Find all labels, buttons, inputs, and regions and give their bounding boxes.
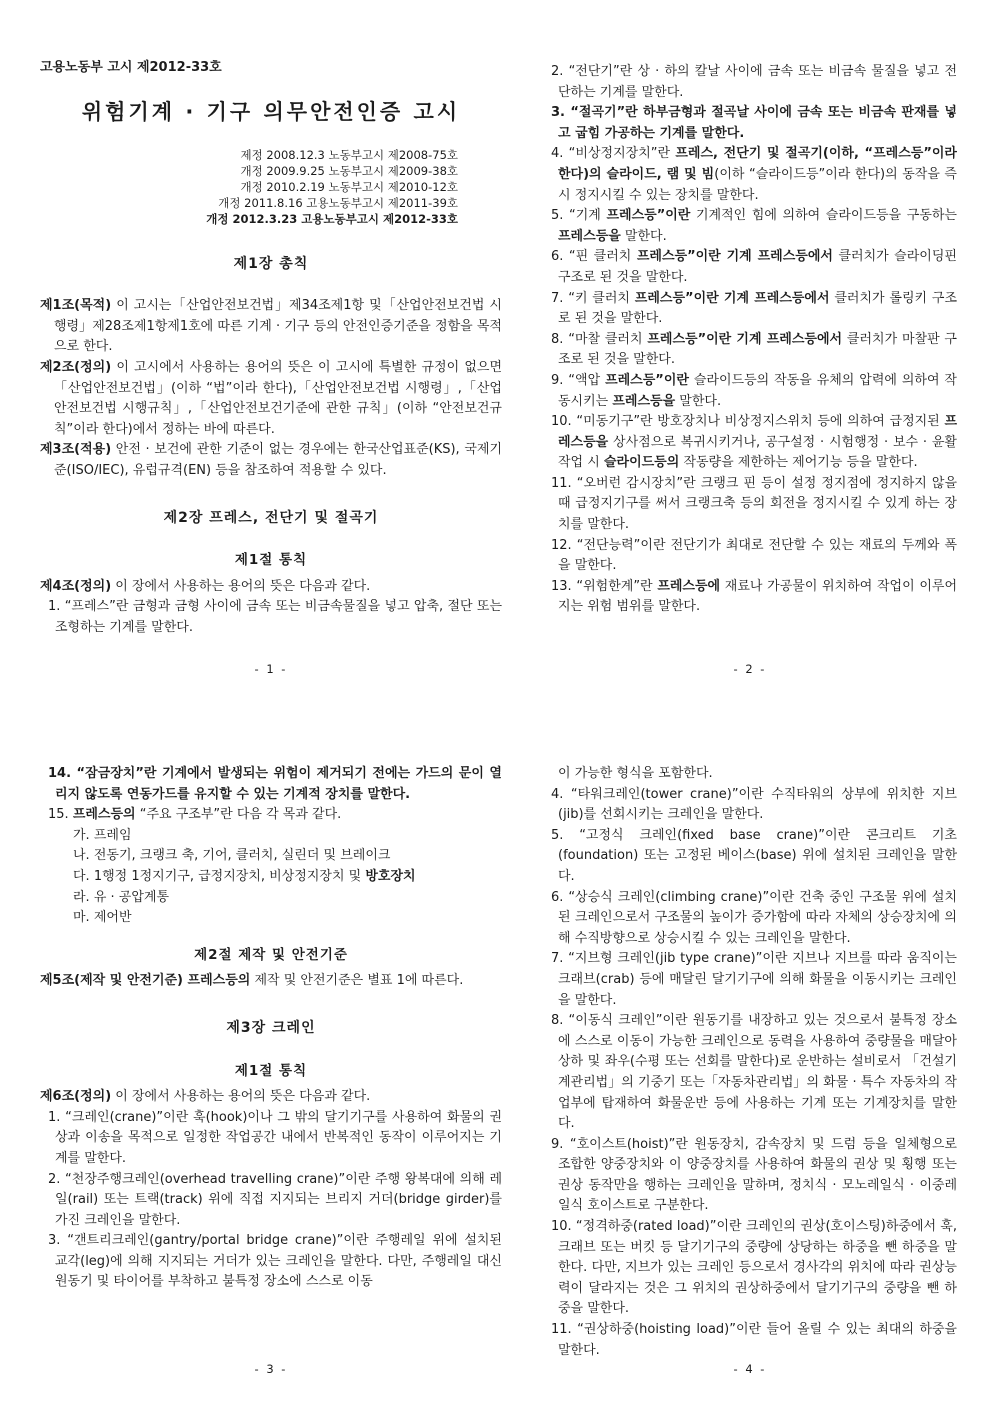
numbered-item: 5. “기계 프레스등”이란 기계적인 힘에 의하여 슬라이드등을 구동하는 프레스등을 말한다. [551,208,957,244]
page-3 [40,764,502,1380]
numbered-item: 4. “비상정지장치”란 프레스, 전단기 및 절곡기(이하, “프레스등”이라 한다)의 슬라이드, 램 및 빔(이하 “슬라이드등”이라 한다)의 동작을 즉시 정지시킬 수 있는 장치를 말한다. [551,146,957,203]
doc-number: 고용노동부 고시 제2012-33호 [40,60,222,75]
revision-line: 개정 2010.2.19 노동부고시 제2010-12호 [240,180,458,194]
numbered-item: 7. “지브형 크레인(jib type crane)”이란 지브나 지브를 따라 움직이는 크래브(crab) 등에 매달린 달기기구에 의해 화물을 이동시키는 크레인을 말한다. [551,951,957,1008]
page-4 [543,764,957,1380]
article-paragraph: 제6조(정의) 이 장에서 사용하는 용어의 뜻은 다음과 같다. [40,1089,371,1105]
numbered-item: 8. “이동식 크레인”이란 원동기를 내장하고 있는 것으로서 불특정 장소에 스스로 이동이 가능한 크레인으로 동력을 사용하여 중량물을 매달아 상하 및 좌우(수평 또는 선회를 말한다)로 운반하는 설비로서 「건설기계관리법」의 기중기 또는「자동차관리법」의 화물 · 특수 자동차의 작업부에 탑재하여 화물운반 등에 사용하는 기계 또는 기계장치를 말한다. [551,1013,957,1132]
numbered-item: 6. “핀 클러치 프레스등”이란 기계 프레스등에서 클러치가 슬라이딩핀 구조로 된 것을 말한다. [551,249,957,285]
article-paragraph: 제3조(적용) 안전 · 보건에 관한 기준이 없는 경우에는 한국산업표준(KS), 국제기준(ISO/IEC), 유럽규격(EN) 등을 참조하여 적용할 수 있다. [40,442,502,478]
numbered-item: 11. “권상하중(hoisting load)”이란 들어 올릴 수 있는 최대의 하중을 말한다. [551,1322,957,1358]
numbered-item: 15. 프레스등의 “주요 구조부”란 다음 각 목과 같다. [48,807,342,823]
page-number: - 3 - [254,1362,288,1377]
numbered-item: 2. “전단기”란 상 · 하의 칼날 사이에 금속 또는 비금속 물질을 넣고 전단하는 기계를 말한다. [551,64,957,100]
continuation-paragraph: 이 가능한 형식을 포함한다. [558,766,713,781]
numbered-item: 1. “크레인(crane)”이란 훅(hook)이나 그 밖의 달기기구를 사용하여 화물의 권상과 이송을 목적으로 일정한 작업공간 내에서 반복적인 동작이 이루어지는 기계를 말한다. [48,1109,502,1166]
doc-title: 위험기계 · 기구 의무안전인증 고시 [81,99,461,124]
sub-item: 마. 제어반 [73,910,132,926]
numbered-item: 12. “전단능력”이란 전단기가 최대로 전단할 수 있는 재료의 두께와 폭을 말한다. [551,537,957,574]
numbered-item: 8. “마찰 클러치 프레스등”이란 기계 프레스등에서 클러치가 마찰판 구조로 된 것을 말한다. [551,331,957,368]
page-3-content [40,764,502,1293]
page-number: - 1 - [254,662,288,677]
page-2-content [543,62,957,618]
article-paragraph: 제1조(목적) 이 고시는「산업안전보건법」제34조제1항 및「산업안전보건법 시행령」제28조제1항제1호에 따른 기계 · 기구 등의 안전인증기준을 정함을 목적으로 한다. [40,298,502,355]
page-1 [40,58,502,680]
revision-line: 개정 2011.8.16 고용노동부고시 제2011-39호 [218,196,458,211]
sub-item: 나. 전동기, 크랭크 축, 기어, 클러치, 실린더 및 브레이크 [73,848,391,864]
page-4-content [543,764,957,1361]
numbered-item: 7. “키 클러치 프레스등”이란 기계 프레스등에서 클러치가 롤링키 구조로 된 것을 말한다. [551,290,957,327]
numbered-item: 1. “프레스”란 금형과 금형 사이에 금속 또는 비금속물질을 넣고 압축, 절단 또는 조형하는 기계를 말한다. [48,599,502,635]
numbered-item: 11. “오버런 감시장치”란 크랭크 핀 등이 설정 정지점에 정지하지 않을 때 급정지기구를 써서 크랭크축 등의 회전을 정지시킬 수 있게 하는 장치를 말한다. [551,475,957,533]
article-paragraph: 제2조(정의) 이 고시에서 사용하는 용어의 뜻은 이 고시에 특별한 규정이 없으면 「산업안전보건법」(이하 “법”이라 한다),「산업안전보건법 시행령」,「산업안전보건법 시행규칙」,「산업안전보건기준에 관한 규칙」(이하 “안전보건규칙”이라 한다)에서 정하는 바에 따른다. [40,359,502,437]
numbered-item: 6. “상승식 크레인(climbing crane)”이란 건축 중인 구조물 위에 설치된 크레인으로서 구조물의 높이가 증가함에 따라 자체의 상승장치에 의해 수직방향으로 상승시킬 수 있는 크레인을 말한다. [551,889,957,946]
page-number: - 2 - [733,662,767,677]
section-heading: 제2절 제작 및 안전기준 [194,946,348,963]
numbered-item: 10. “정격하중(rated load)”이란 크레인의 권상(호이스팅)하중에서 훅, 크래브 또는 버킷 등 달기기구의 중량에 상당하는 하중을 뺀 하중을 말한다. 다만, 지브가 있는 크레인 등으로서 경사각의 위치에 따라 권상능력이 달라지는 것은 그 위치의 권상하중에서 달기기구의 중량을 뺀 하중을 말한다. [551,1219,957,1317]
numbered-item: 9. “호이스트(hoist)”란 원동장치, 감속장치 및 드럼 등을 일체형으로 조합한 양중장치와 이 양중장치를 사용하여 화물의 권상 및 횡행 또는 권상 동작만을 행하는 크레인을 말하며, 정치식 · 모노레일식 · 이중레일식 호이스트로 구분한다. [551,1136,957,1214]
numbered-item: 4. “타워크레인(tower crane)”이란 수직타워의 상부에 위치한 지브(jib)를 선회시키는 크레인을 말한다. [551,786,957,823]
article-paragraph: 제4조(정의) 이 장에서 사용하는 용어의 뜻은 다음과 같다. [40,578,371,594]
numbered-item: 10. “미동기구”란 방호장치나 비상정지스위치 등에 의하여 급정지된 프레스등을 상사점으로 복귀시키거나, 공구설정 · 시험행정 · 보수 · 윤활작업 시 슬라이드등의 작동량을 제한하는 제어기능 등을 말한다. [551,414,957,471]
page-1-content [40,58,502,639]
revision-line: 개정 2009.9.25 노동부고시 제2009-38호 [240,163,458,178]
chapter-heading: 제2장 프레스, 전단기 및 절곡기 [163,509,379,526]
numbered-item: 13. “위험한계”란 프레스등에 재료나 가공물이 위치하여 작업이 이루어지는 위험 범위를 말한다. [551,578,957,615]
sub-item: 가. 프레임 [73,827,132,843]
numbered-item: 3. “절곡기”란 하부금형과 절곡날 사이에 금속 또는 비금속 판재를 넣고 굽힘 가공하는 기계를 말한다. [551,105,957,141]
page-2 [543,62,957,680]
section-heading: 제1절 통칙 [234,552,308,569]
chapter-heading: 제3장 크레인 [226,1019,316,1036]
page-number: - 4 - [733,1362,767,1377]
revision-line: 개정 2012.3.23 고용노동부고시 제2012-33호 [206,212,458,227]
chapter-heading: 제1장 총칙 [233,255,309,272]
numbered-item: 5. “고정식 크레인(fixed base crane)”이란 콘크리트 기초(foundation) 또는 고정된 베이스(base) 위에 설치된 크레인을 말한다. [551,827,957,884]
numbered-item: 9. “액압 프레스등”이란 슬라이드등의 작동을 유체의 압력에 의하여 작동시키는 프레스등을 말한다. [551,372,957,409]
numbered-item: 2. “천장주행크레인(overhead travelling crane)”이란 주행 왕복대에 의해 레일(rail) 또는 트랙(track) 위에 직접 지지되는 브리지 거더(bridge girder)를 가진 크레인을 말한다. [48,1171,502,1228]
numbered-item: 3. “갠트리크레인(gantry/portal bridge crane)”이란 주행레일 위에 설치된 교각(leg)에 의해 지지되는 거더가 있는 크레인을 말한다. 다만, 주행레일 대신 원동기 및 타이어를 부착하고 불특정 장소에 스스로 이동 [48,1233,502,1290]
numbered-item: 14. “잠금장치”란 기계에서 발생되는 위험이 제거되기 전에는 가드의 문이 열리지 않도록 연동가드를 유지할 수 있는 기계적 장치를 말한다. [48,766,502,802]
section-heading: 제1절 통칙 [234,1062,308,1079]
sub-item: 다. 1행정 1정지기구, 급정지장치, 비상정지장치 및 방호장치 [73,868,416,884]
sub-item: 라. 유 · 공압계통 [73,889,170,905]
article-paragraph: 제5조(제작 및 안전기준) 프레스등의 제작 및 안전기준은 별표 1에 따른다. [40,973,464,989]
revision-line: 제정 2008.12.3 노동부고시 제2008-75호 [240,147,458,162]
